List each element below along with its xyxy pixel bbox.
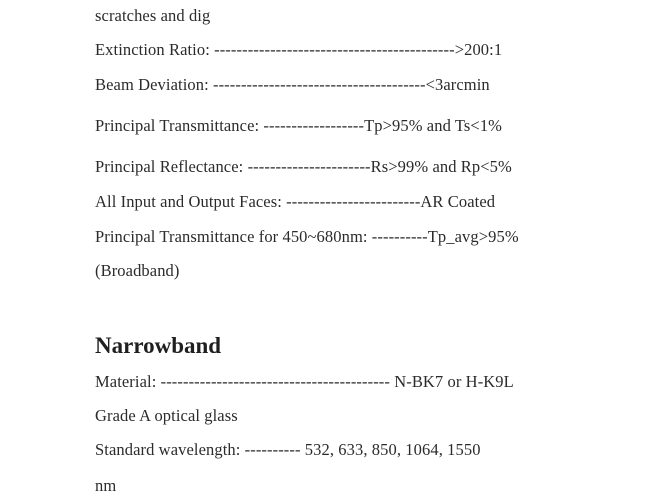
spec-beam-deviation: Beam Deviation: --------------------------------------<3arcmin xyxy=(95,75,490,94)
spec-standard-wavelength: Standard wavelength: ---------- 532, 633, 850, 1064, 1550 xyxy=(95,440,481,459)
spec-principal-reflectance: Principal Reflectance: ----------------------Rs>99% and Rp<5% xyxy=(95,157,512,176)
spec-input-output-faces: All Input and Output Faces: ------------------------AR Coated xyxy=(95,192,496,211)
spec-transmittance-450-680nm: Principal Transmittance for 450~680nm: ----------Tp_avg>95% xyxy=(95,227,519,246)
text-line-nm: nm xyxy=(95,476,117,495)
text-line-grade-a-optical-glass: Grade A optical glass xyxy=(95,406,238,425)
spec-extinction-ratio: Extinction Ratio: ------------------------------------------->200:1 xyxy=(95,40,503,59)
text-line-scratches-and-dig: scratches and dig xyxy=(95,6,211,25)
spec-principal-transmittance: Principal Transmittance: ------------------Tp>95% and Ts<1% xyxy=(95,116,503,135)
spec-material: Material: ----------------------------------------- N-BK7 or H-K9L xyxy=(95,372,514,391)
section-heading-narrowband: Narrowband xyxy=(95,333,222,358)
text-line-broadband: (Broadband) xyxy=(95,261,180,280)
